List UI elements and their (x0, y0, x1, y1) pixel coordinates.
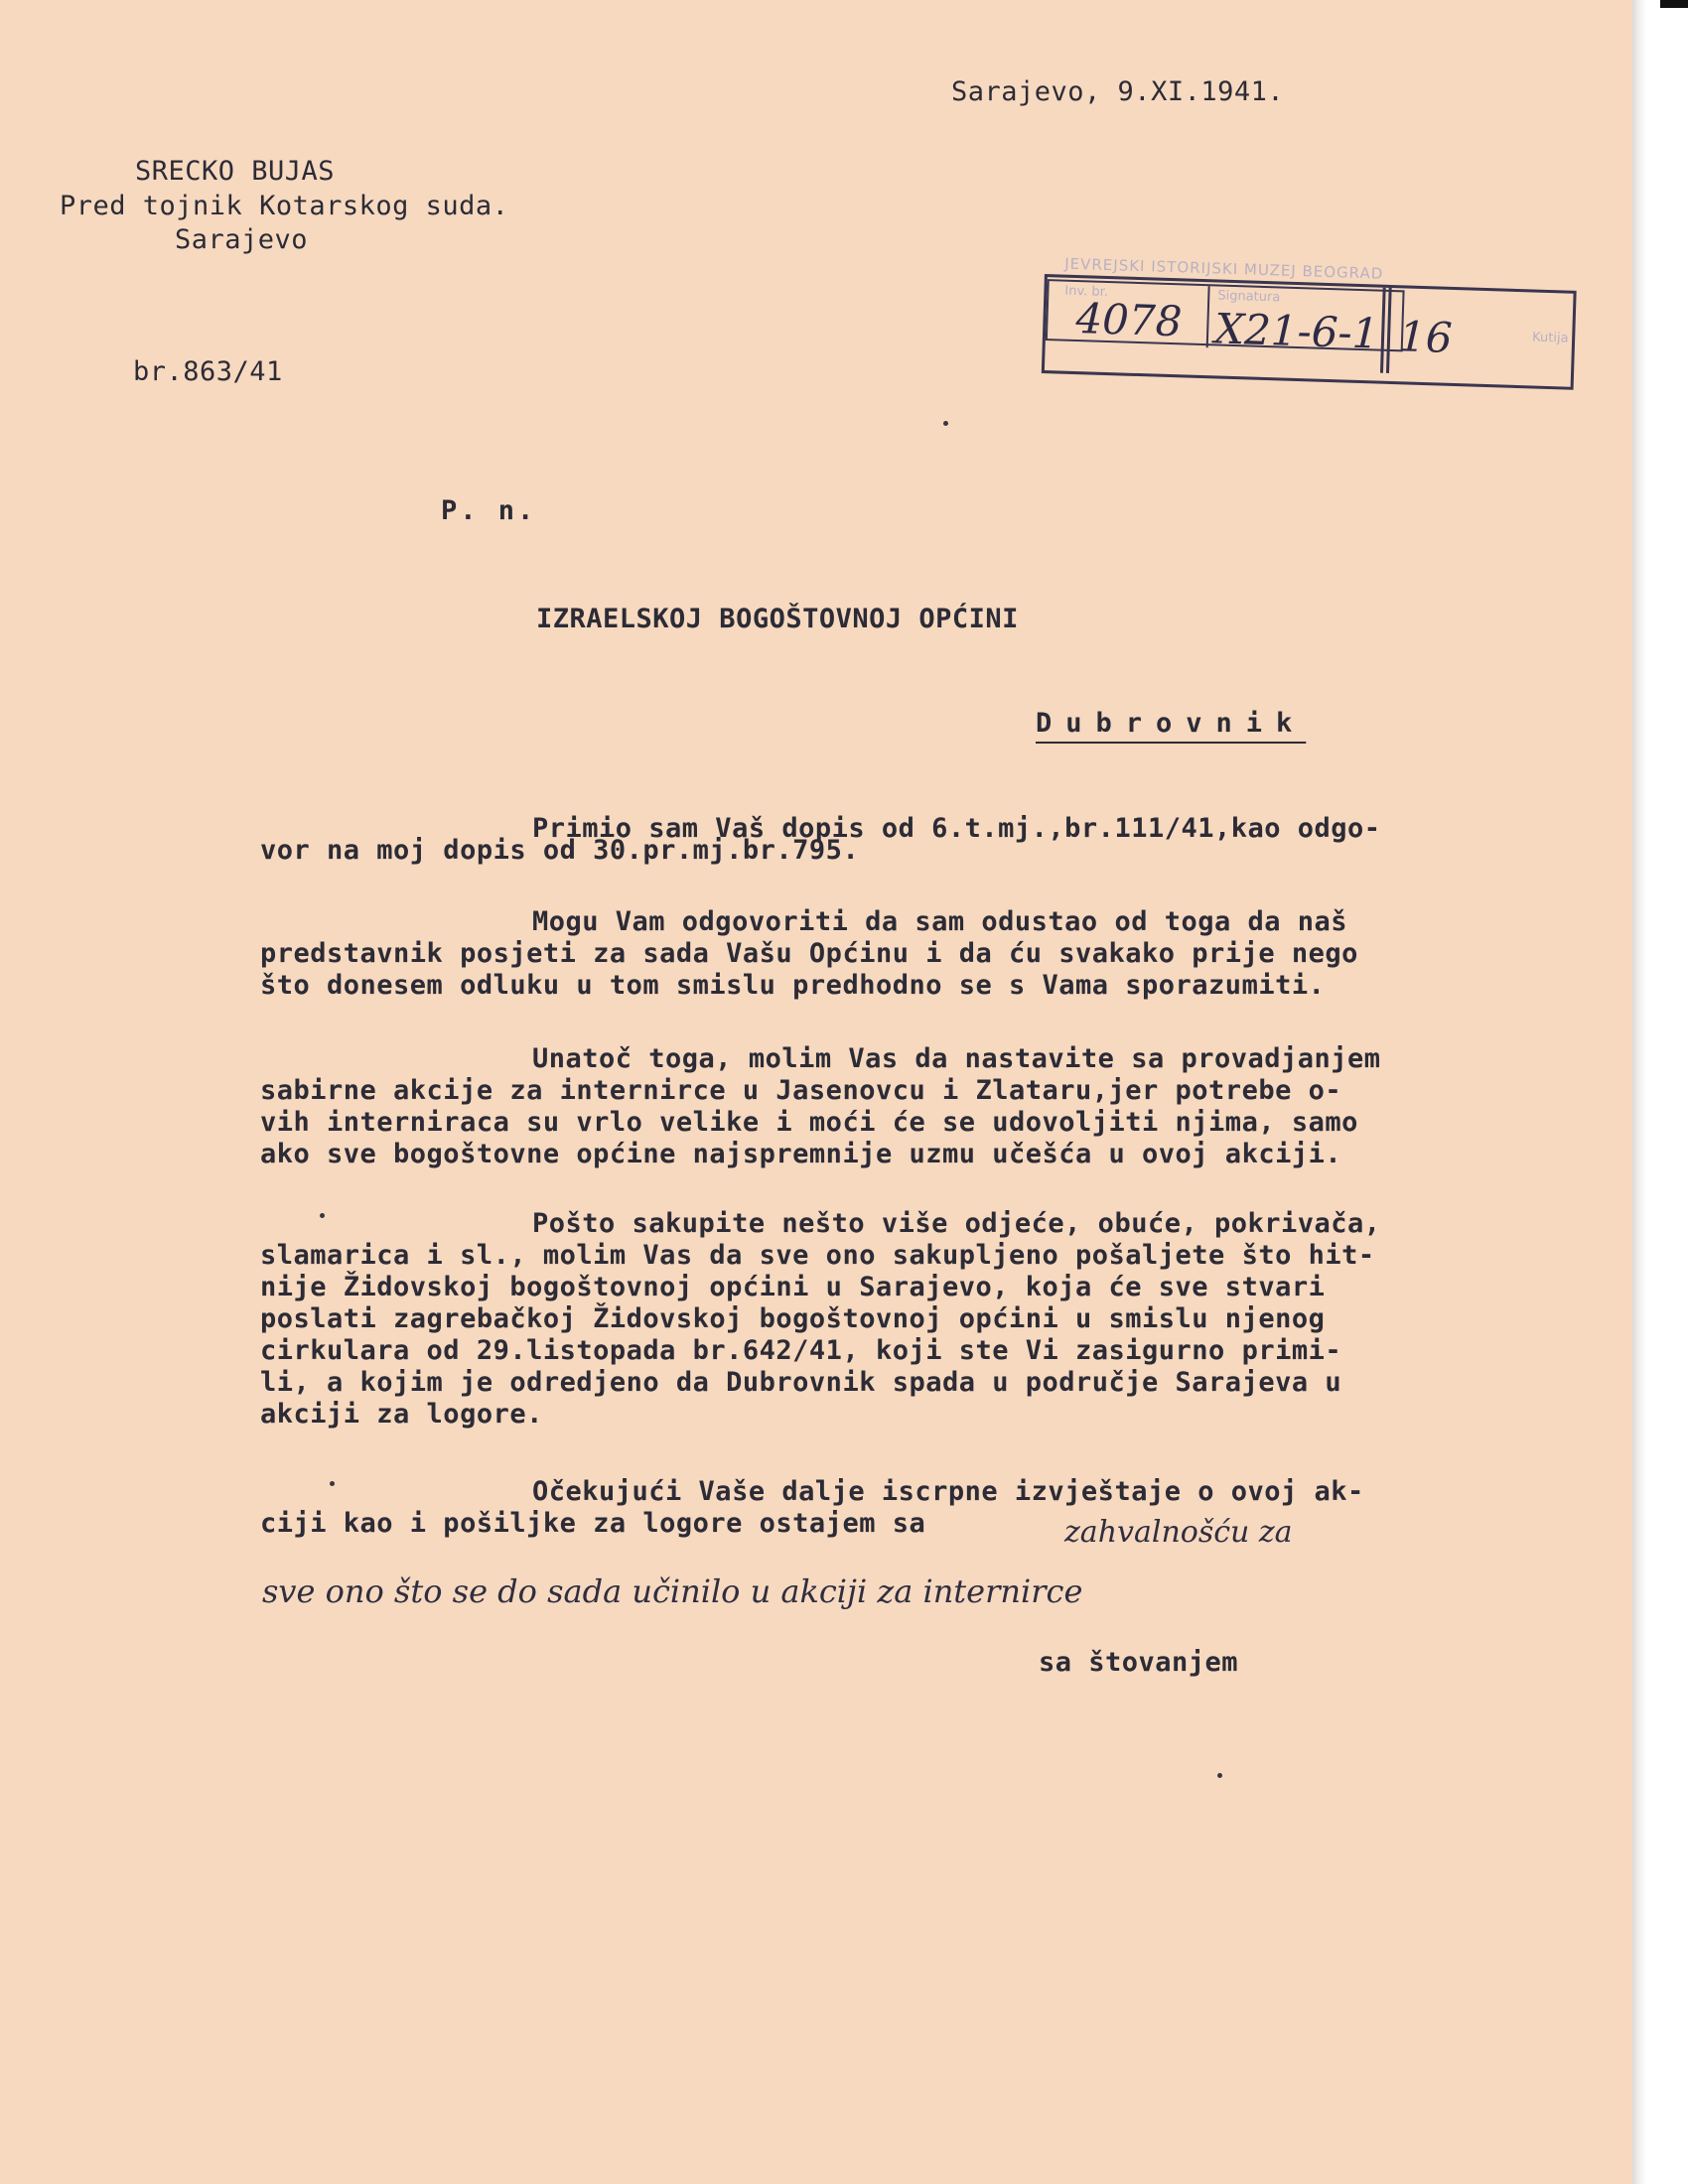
stamp-header: JEVREJSKI ISTORIJSKI MUZEJ BEOGRAD (1063, 254, 1384, 283)
closing-phrase: sa štovanjem (1039, 1647, 1239, 1678)
body-line: vor na moj dopis od 30.pr.mj.br.795. (260, 835, 860, 866)
body-line: akciji za logore. (260, 1399, 543, 1430)
sender-name: SRECKO BUJAS (135, 156, 336, 187)
body-line: Primio sam Vaš dopis od 6.t.mj.,br.111/41,kao odgo- (532, 813, 1381, 844)
reference-number: br.863/41 (133, 356, 283, 387)
ink-speck (1217, 1773, 1222, 1778)
ink-speck (320, 1213, 325, 1218)
body-line: što donesem odluku u tom smislu predhodno se s Vama sporazumiti. (260, 970, 1326, 1001)
destination-place: Dubrovnik (1036, 708, 1307, 739)
ink-speck (943, 421, 948, 426)
body-line: vih interniraca su vrlo velike i moći će se udovoljiti njima, samo (260, 1107, 1358, 1138)
sender-title: Pred tojnik Kotarskog suda. (60, 191, 509, 221)
body-line: Mogu Vam odgovoriti da sam odustao od toga da naš (532, 906, 1348, 937)
body-line: li, a kojim je odredjeno da Dubrovnik spada u područje Sarajeva u (260, 1367, 1342, 1398)
body-line: nije Židovskoj bogoštovnoj općini u Sarajevo, koja će sve stvari (260, 1272, 1326, 1302)
stamp-signature-value: X21-6-1 (1213, 304, 1380, 358)
addressee: IZRAELSKOJ BOGOŠTOVNOJ OPĆINI (536, 604, 1019, 634)
stamp-divider (1206, 286, 1210, 347)
stamp-box-value: 16 (1398, 312, 1454, 362)
letter-date: Sarajevo, 9.XI.1941. (951, 76, 1285, 107)
scan-corner-mark (1660, 0, 1688, 8)
ink-speck (330, 1481, 335, 1486)
stamp-inventory-number: 4078 (1074, 294, 1184, 346)
body-line: poslati zagrebačkoj Židovskoj bogoštovnoj općini u smislu njenog (260, 1303, 1326, 1334)
stamp-outer-box (1042, 274, 1577, 390)
body-line: Pošto sakupite nešto više odjeće, obuće, pokrivača, (532, 1208, 1381, 1239)
archive-stamp (1041, 254, 1580, 404)
body-line: Očekujući Vaše dalje iscrpne izvještaje o ovoj ak- (532, 1476, 1364, 1507)
body-line: Unatoč toga, molim Vas da nastavite sa provadjanjem (532, 1043, 1381, 1074)
body-line: predstavnik posjeti za sada Vašu Općinu i da ću svakako prije nego (260, 938, 1358, 969)
stamp-label-box: Kutija (1531, 330, 1569, 346)
handwritten-note: sve ono što se do sada učinilo u akciji za internirce (262, 1572, 1083, 1610)
handwritten-note: zahvalnošću za (1064, 1515, 1293, 1550)
body-line: ciji kao i pošiljke za logore ostajem sa (260, 1508, 926, 1539)
body-line: slamarica i sl., molim Vas da sve ono sakupljeno pošaljete što hit- (260, 1240, 1375, 1271)
salutation: P. n. (441, 495, 537, 526)
body-line: ako sve bogoštovne općine najspremnije uzmu učešća u ovoj akciji. (260, 1139, 1342, 1169)
body-line: sabirne akcije za internirce u Jasenovcu i Zlataru,jer potrebe o- (260, 1075, 1342, 1106)
stamp-label-inventory: Inv. br. (1064, 283, 1109, 301)
scan-margin (1632, 0, 1688, 2184)
sender-city: Sarajevo (175, 224, 309, 255)
stamp-label-signature: Signatura (1217, 288, 1281, 306)
body-line: cirkulara od 29.listopada br.642/41, koji ste Vi zasigurno primi- (260, 1335, 1342, 1366)
